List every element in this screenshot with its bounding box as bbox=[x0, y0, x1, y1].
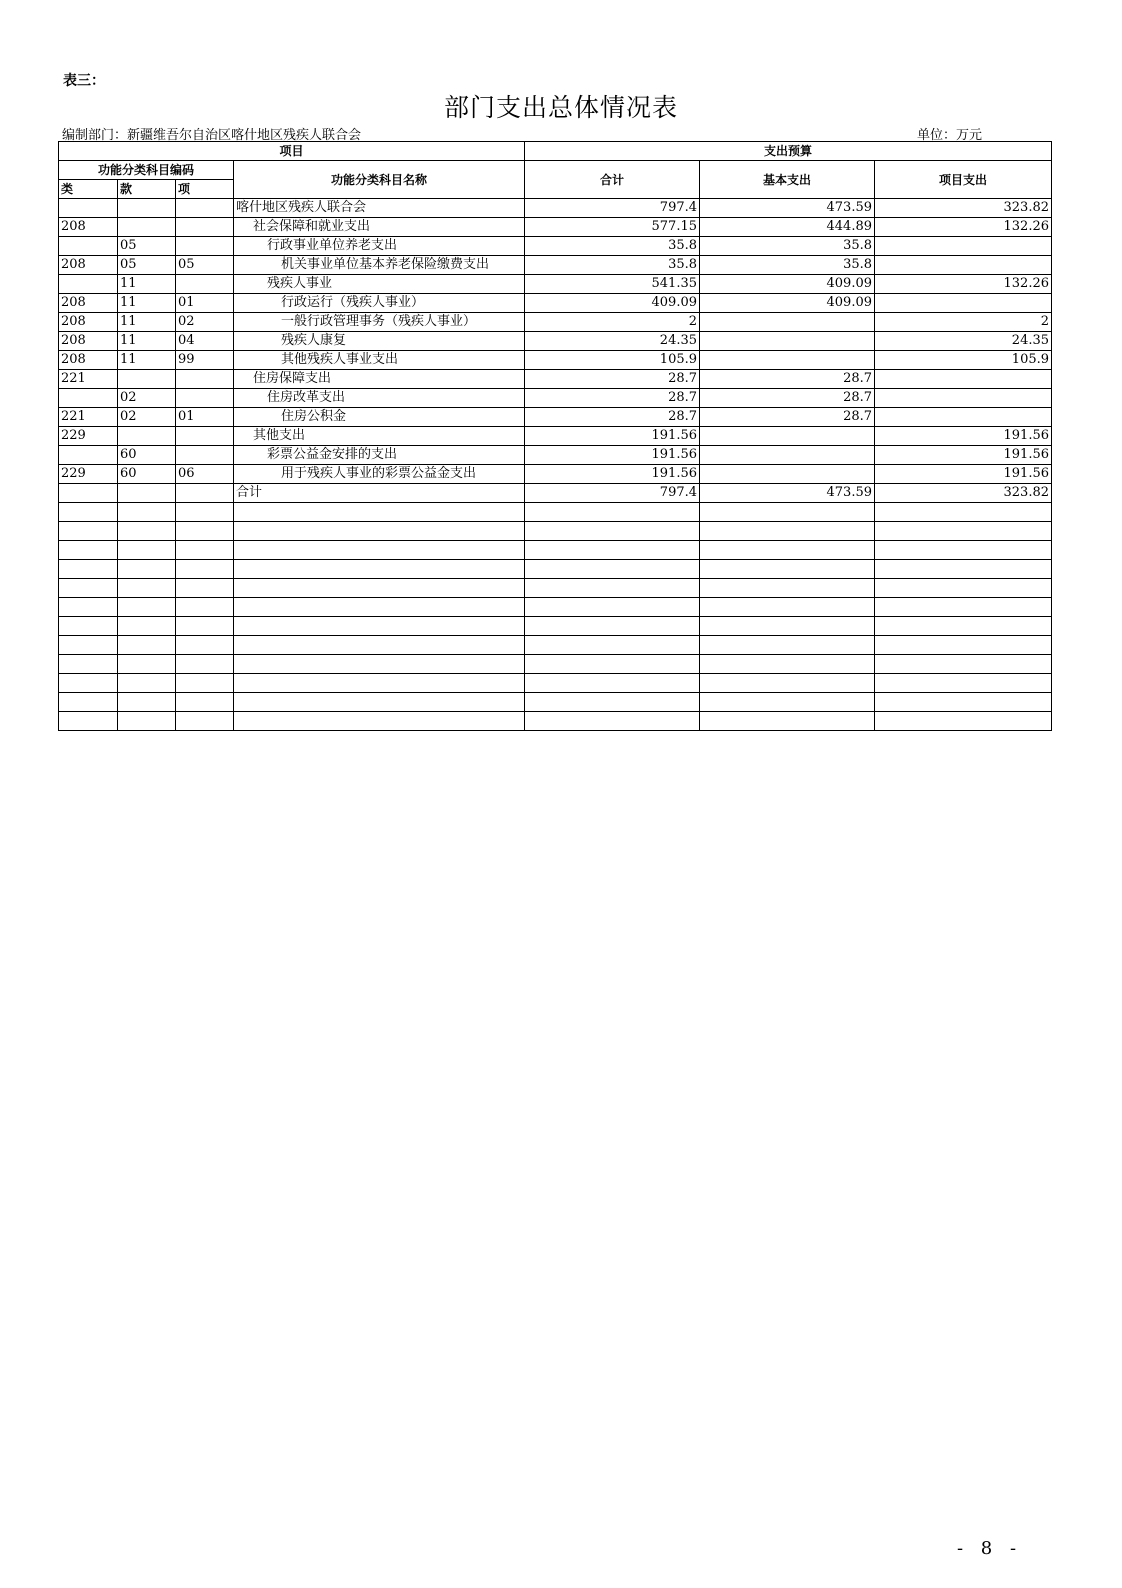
code-kuan bbox=[118, 484, 176, 503]
empty-cell bbox=[525, 712, 700, 731]
empty-cell bbox=[234, 598, 525, 617]
total-value: 191.56 bbox=[525, 446, 700, 465]
subject-name: 机关事业单位基本养老保险缴费支出 bbox=[234, 256, 525, 275]
code-kuan: 05 bbox=[118, 256, 176, 275]
code-kuan: 60 bbox=[118, 465, 176, 484]
header-budget: 支出预算 bbox=[525, 142, 1052, 161]
subject-name: 其他残疾人事业支出 bbox=[234, 351, 525, 370]
empty-cell bbox=[234, 617, 525, 636]
code-kuan: 02 bbox=[118, 408, 176, 427]
code-lei: 208 bbox=[59, 294, 118, 313]
total-value: 577.15 bbox=[525, 218, 700, 237]
empty-row bbox=[59, 503, 1052, 522]
basic-value bbox=[700, 313, 875, 332]
empty-cell bbox=[59, 674, 118, 693]
subject-name: 残疾人事业 bbox=[234, 275, 525, 294]
table-row bbox=[59, 218, 1052, 237]
header-row-2 bbox=[59, 161, 1052, 180]
empty-cell bbox=[176, 655, 234, 674]
empty-cell bbox=[118, 617, 176, 636]
table-row bbox=[59, 427, 1052, 446]
code-kuan: 11 bbox=[118, 332, 176, 351]
empty-cell bbox=[234, 522, 525, 541]
empty-cell bbox=[700, 560, 875, 579]
empty-cell bbox=[525, 560, 700, 579]
empty-cell bbox=[525, 598, 700, 617]
basic-value: 473.59 bbox=[700, 199, 875, 218]
table-row bbox=[59, 408, 1052, 427]
empty-cell bbox=[118, 712, 176, 731]
table-label: 表三： bbox=[63, 73, 105, 89]
code-lei: 221 bbox=[59, 370, 118, 389]
code-kuan: 11 bbox=[118, 275, 176, 294]
code-kuan: 02 bbox=[118, 389, 176, 408]
code-kuan bbox=[118, 218, 176, 237]
project-value: 191.56 bbox=[875, 465, 1052, 484]
total-value: 2 bbox=[525, 313, 700, 332]
empty-cell bbox=[234, 541, 525, 560]
empty-cell bbox=[59, 579, 118, 598]
project-value: 191.56 bbox=[875, 446, 1052, 465]
empty-cell bbox=[59, 541, 118, 560]
empty-cell bbox=[525, 579, 700, 598]
empty-cell bbox=[875, 712, 1052, 731]
empty-cell bbox=[176, 579, 234, 598]
empty-cell bbox=[875, 598, 1052, 617]
basic-value: 444.89 bbox=[700, 218, 875, 237]
header-project-expenditure: 项目支出 bbox=[875, 161, 1052, 199]
empty-cell bbox=[176, 541, 234, 560]
empty-cell bbox=[700, 693, 875, 712]
empty-cell bbox=[700, 712, 875, 731]
empty-cell bbox=[875, 636, 1052, 655]
code-lei: 229 bbox=[59, 427, 118, 446]
project-value: 132.26 bbox=[875, 218, 1052, 237]
empty-cell bbox=[118, 598, 176, 617]
subject-name: 住房公积金 bbox=[234, 408, 525, 427]
basic-value: 473.59 bbox=[700, 484, 875, 503]
subject-name: 其他支出 bbox=[234, 427, 525, 446]
basic-value bbox=[700, 427, 875, 446]
document-title: 部门支出总体情况表 bbox=[443, 93, 678, 122]
subject-name: 残疾人康复 bbox=[234, 332, 525, 351]
empty-cell bbox=[875, 579, 1052, 598]
code-xiang bbox=[176, 370, 234, 389]
subject-name: 住房保障支出 bbox=[234, 370, 525, 389]
code-xiang bbox=[176, 446, 234, 465]
project-value: 105.9 bbox=[875, 351, 1052, 370]
empty-row bbox=[59, 674, 1052, 693]
code-lei: 208 bbox=[59, 256, 118, 275]
subject-name: 彩票公益金安排的支出 bbox=[234, 446, 525, 465]
total-value: 35.8 bbox=[525, 256, 700, 275]
code-xiang bbox=[176, 218, 234, 237]
empty-cell bbox=[59, 693, 118, 712]
empty-cell bbox=[875, 693, 1052, 712]
empty-cell bbox=[234, 674, 525, 693]
empty-cell bbox=[700, 522, 875, 541]
code-kuan bbox=[118, 199, 176, 218]
code-lei bbox=[59, 275, 118, 294]
empty-row bbox=[59, 636, 1052, 655]
header-row-1 bbox=[59, 142, 1052, 161]
empty-cell bbox=[875, 674, 1052, 693]
project-value: 323.82 bbox=[875, 199, 1052, 218]
empty-cell bbox=[118, 522, 176, 541]
empty-cell bbox=[234, 503, 525, 522]
subject-name: 用于残疾人事业的彩票公益金支出 bbox=[234, 465, 525, 484]
empty-row bbox=[59, 693, 1052, 712]
total-value: 409.09 bbox=[525, 294, 700, 313]
total-value: 191.56 bbox=[525, 465, 700, 484]
basic-value: 28.7 bbox=[700, 370, 875, 389]
project-value: 2 bbox=[875, 313, 1052, 332]
empty-cell bbox=[176, 503, 234, 522]
basic-value bbox=[700, 446, 875, 465]
code-xiang: 99 bbox=[176, 351, 234, 370]
empty-cell bbox=[234, 693, 525, 712]
empty-cell bbox=[176, 712, 234, 731]
empty-cell bbox=[234, 712, 525, 731]
code-xiang: 01 bbox=[176, 294, 234, 313]
empty-row bbox=[59, 522, 1052, 541]
code-lei bbox=[59, 237, 118, 256]
empty-cell bbox=[176, 674, 234, 693]
empty-cell bbox=[234, 579, 525, 598]
total-value: 28.7 bbox=[525, 389, 700, 408]
total-value: 797.4 bbox=[525, 199, 700, 218]
project-value bbox=[875, 294, 1052, 313]
basic-value: 28.7 bbox=[700, 389, 875, 408]
basic-value bbox=[700, 351, 875, 370]
code-xiang: 06 bbox=[176, 465, 234, 484]
basic-value bbox=[700, 465, 875, 484]
code-xiang bbox=[176, 237, 234, 256]
basic-value bbox=[700, 332, 875, 351]
empty-cell bbox=[118, 541, 176, 560]
empty-cell bbox=[700, 636, 875, 655]
code-lei: 208 bbox=[59, 218, 118, 237]
total-value: 24.35 bbox=[525, 332, 700, 351]
empty-cell bbox=[59, 522, 118, 541]
empty-cell bbox=[234, 636, 525, 655]
empty-cell bbox=[118, 579, 176, 598]
subject-name: 社会保障和就业支出 bbox=[234, 218, 525, 237]
empty-cell bbox=[59, 560, 118, 579]
table-row bbox=[59, 237, 1052, 256]
unit-label: 单位：万元 bbox=[917, 128, 983, 143]
total-value: 28.7 bbox=[525, 370, 700, 389]
empty-row bbox=[59, 655, 1052, 674]
empty-cell bbox=[59, 503, 118, 522]
empty-cell bbox=[525, 541, 700, 560]
empty-cell bbox=[118, 655, 176, 674]
code-kuan: 60 bbox=[118, 446, 176, 465]
empty-cell bbox=[700, 655, 875, 674]
header-xiang: 项 bbox=[176, 180, 234, 199]
page-number: - 8 - bbox=[957, 1538, 1023, 1559]
project-value bbox=[875, 408, 1052, 427]
code-lei bbox=[59, 199, 118, 218]
empty-cell bbox=[59, 598, 118, 617]
empty-cell bbox=[875, 617, 1052, 636]
empty-row bbox=[59, 598, 1052, 617]
code-kuan bbox=[118, 370, 176, 389]
empty-cell bbox=[700, 598, 875, 617]
empty-cell bbox=[525, 617, 700, 636]
empty-row bbox=[59, 712, 1052, 731]
project-value: 24.35 bbox=[875, 332, 1052, 351]
project-value: 132.26 bbox=[875, 275, 1052, 294]
code-xiang: 01 bbox=[176, 408, 234, 427]
empty-cell bbox=[525, 636, 700, 655]
code-lei bbox=[59, 389, 118, 408]
code-lei: 208 bbox=[59, 332, 118, 351]
total-value: 191.56 bbox=[525, 427, 700, 446]
empty-cell bbox=[700, 617, 875, 636]
header-basic: 基本支出 bbox=[700, 161, 875, 199]
compiling-department: 编制部门：新疆维吾尔自治区喀什地区残疾人联合会 bbox=[62, 128, 362, 143]
empty-cell bbox=[875, 541, 1052, 560]
empty-row bbox=[59, 579, 1052, 598]
code-lei bbox=[59, 484, 118, 503]
empty-cell bbox=[118, 636, 176, 655]
empty-cell bbox=[118, 674, 176, 693]
table-row bbox=[59, 351, 1052, 370]
subject-name: 行政事业单位养老支出 bbox=[234, 237, 525, 256]
table-row bbox=[59, 465, 1052, 484]
code-xiang bbox=[176, 199, 234, 218]
empty-row bbox=[59, 541, 1052, 560]
header-code-group: 功能分类科目编码 bbox=[59, 161, 234, 180]
table-row bbox=[59, 256, 1052, 275]
empty-cell bbox=[875, 503, 1052, 522]
table-row bbox=[59, 199, 1052, 218]
code-xiang: 05 bbox=[176, 256, 234, 275]
code-lei: 208 bbox=[59, 351, 118, 370]
code-xiang bbox=[176, 484, 234, 503]
basic-value: 28.7 bbox=[700, 408, 875, 427]
subject-name: 住房改革支出 bbox=[234, 389, 525, 408]
table-row bbox=[59, 370, 1052, 389]
empty-cell bbox=[118, 503, 176, 522]
empty-cell bbox=[525, 674, 700, 693]
empty-row bbox=[59, 560, 1052, 579]
table-row bbox=[59, 484, 1052, 503]
empty-cell bbox=[700, 541, 875, 560]
code-kuan: 11 bbox=[118, 313, 176, 332]
project-value bbox=[875, 370, 1052, 389]
subject-name: 一般行政管理事务（残疾人事业） bbox=[234, 313, 525, 332]
empty-cell bbox=[700, 674, 875, 693]
expenditure-table bbox=[58, 141, 1052, 731]
header-subject-name: 功能分类科目名称 bbox=[234, 161, 525, 199]
code-kuan: 05 bbox=[118, 237, 176, 256]
total-value: 35.8 bbox=[525, 237, 700, 256]
empty-cell bbox=[176, 522, 234, 541]
empty-cell bbox=[525, 503, 700, 522]
empty-cell bbox=[118, 693, 176, 712]
subject-name: 合计 bbox=[234, 484, 525, 503]
table-row bbox=[59, 275, 1052, 294]
code-xiang bbox=[176, 389, 234, 408]
header-total: 合计 bbox=[525, 161, 700, 199]
empty-cell bbox=[234, 655, 525, 674]
empty-cell bbox=[176, 560, 234, 579]
subject-name: 行政运行（残疾人事业） bbox=[234, 294, 525, 313]
code-xiang bbox=[176, 427, 234, 446]
code-lei: 221 bbox=[59, 408, 118, 427]
empty-cell bbox=[176, 693, 234, 712]
total-value: 541.35 bbox=[525, 275, 700, 294]
table-row bbox=[59, 294, 1052, 313]
table-row bbox=[59, 389, 1052, 408]
project-value bbox=[875, 237, 1052, 256]
project-value bbox=[875, 389, 1052, 408]
empty-cell bbox=[875, 522, 1052, 541]
header-kuan: 款 bbox=[118, 180, 176, 199]
project-value: 191.56 bbox=[875, 427, 1052, 446]
table-row bbox=[59, 446, 1052, 465]
code-kuan: 11 bbox=[118, 294, 176, 313]
basic-value: 35.8 bbox=[700, 256, 875, 275]
code-kuan bbox=[118, 427, 176, 446]
code-lei bbox=[59, 446, 118, 465]
empty-cell bbox=[59, 617, 118, 636]
total-value: 28.7 bbox=[525, 408, 700, 427]
project-value bbox=[875, 256, 1052, 275]
empty-cell bbox=[875, 655, 1052, 674]
empty-cell bbox=[525, 693, 700, 712]
header-lei: 类 bbox=[59, 180, 118, 199]
empty-cell bbox=[234, 560, 525, 579]
header-project: 项目 bbox=[59, 142, 525, 161]
empty-cell bbox=[59, 712, 118, 731]
empty-cell bbox=[176, 617, 234, 636]
total-value: 797.4 bbox=[525, 484, 700, 503]
empty-cell bbox=[118, 560, 176, 579]
empty-cell bbox=[59, 636, 118, 655]
code-lei: 208 bbox=[59, 313, 118, 332]
empty-cell bbox=[875, 560, 1052, 579]
table-row bbox=[59, 332, 1052, 351]
empty-cell bbox=[525, 522, 700, 541]
table-row bbox=[59, 313, 1052, 332]
code-xiang: 04 bbox=[176, 332, 234, 351]
empty-cell bbox=[59, 655, 118, 674]
total-value: 105.9 bbox=[525, 351, 700, 370]
subject-name: 喀什地区残疾人联合会 bbox=[234, 199, 525, 218]
code-kuan: 11 bbox=[118, 351, 176, 370]
basic-value: 35.8 bbox=[700, 237, 875, 256]
project-value: 323.82 bbox=[875, 484, 1052, 503]
code-lei: 229 bbox=[59, 465, 118, 484]
empty-cell bbox=[700, 503, 875, 522]
code-xiang bbox=[176, 275, 234, 294]
empty-row bbox=[59, 617, 1052, 636]
code-xiang: 02 bbox=[176, 313, 234, 332]
empty-cell bbox=[700, 579, 875, 598]
empty-cell bbox=[176, 636, 234, 655]
basic-value: 409.09 bbox=[700, 275, 875, 294]
empty-cell bbox=[525, 655, 700, 674]
empty-cell bbox=[176, 598, 234, 617]
basic-value: 409.09 bbox=[700, 294, 875, 313]
